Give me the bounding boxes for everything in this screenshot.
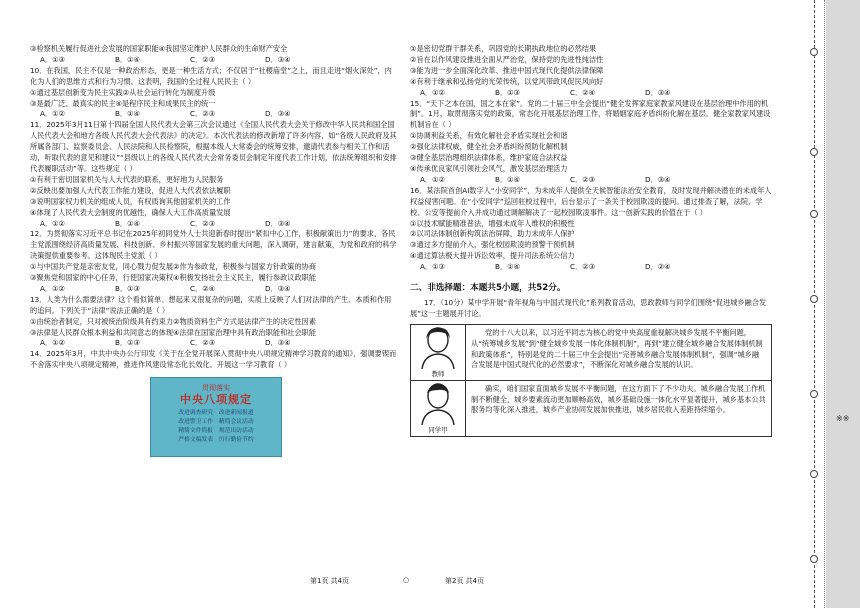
q9-options xyxy=(30,55,398,66)
student-avatar-icon xyxy=(418,381,458,425)
q10-options xyxy=(30,109,398,120)
teacher-avatar-icon xyxy=(418,325,458,369)
binding-strip xyxy=(800,0,825,608)
dialog-table xyxy=(410,324,772,437)
poster-rows xyxy=(178,409,253,445)
option-b[interactable]: B．①④ xyxy=(495,174,521,184)
option-c[interactable]: C．②③ xyxy=(570,262,596,272)
q14-item: ③能为进一步全面深化改革、推进中国式现代化提供法律保障 xyxy=(410,65,604,75)
q11-item: ②反映出要加强人大代表工作能力建设，促进人大代表依法履职 xyxy=(30,185,231,195)
option-d[interactable]: D．③④ xyxy=(265,338,291,348)
margin-mark: ※ xyxy=(836,414,843,423)
dialog-text: 党的十八大以来，以习近平同志为核心的党中央高度重视解决城乡发展不平衡问题，从“统筹城乡发展”到“健全城乡发展一体化体制机制”，再到“建立健全城乡融合发展体制机制和政策体系”，特别是党的二十届三中全会提出“完善城乡融合发展体制机制”，强调“城乡融合发展是中国式现代化的必然要求”，不断深化对城乡融合发展的认识。 xyxy=(471,327,763,370)
binding-hole xyxy=(810,148,818,156)
eight-rules-poster xyxy=(150,377,282,457)
q10-item: ③是最广泛、最真实的民主④是程序民主和成果民主的统一 xyxy=(30,98,216,108)
option-a[interactable]: A．①② xyxy=(40,283,65,293)
q14-item: ④有利于继承和弘扬党的光荣传统，以党风带政风促民风向好 xyxy=(410,76,604,86)
q13-stem: 13．人类为什么需要法律？这个看似简单、想起来又很复杂的问题，实质上反映了人们对法律的产生、本质和作用的追问。下列关于“法律”说法正确的是（ ） xyxy=(30,294,392,315)
option-d[interactable]: D．③④ xyxy=(265,283,291,293)
q12-item: ①与中国共产党是亲密友党，同心戮力促发展②作为参政党，积极参与国家方针政策的协商 xyxy=(30,262,317,272)
option-d[interactable]: D．③④ xyxy=(645,174,671,184)
q15-options xyxy=(410,175,772,186)
margin-marks xyxy=(836,414,849,423)
q11-item: ①有利于密切国家机关与人大代表的联系，更好地为人民服务 xyxy=(30,174,224,184)
poster-top: 贯彻落实 xyxy=(202,384,230,393)
q15-item: ①协调利益关系，有效化解社会矛盾实现社会和谐 xyxy=(410,131,568,141)
speaker-label: 同学甲 xyxy=(428,425,448,434)
q16-stem: 16．某法院首创AI数字人“小安同学”，为未成年人提供全天候智能法治安全教育，及时发现并解决潜在的未成年人权益侵害问题。在“小安同学”巡回驻校过程中，后台显示了一条关于校园欺凌的提问。通过排查了解，法院、学校、公安等提前介入并成功通过调解解决了一起校园欺凌事件。这一创新实践的价值在于（ ） xyxy=(410,185,772,217)
q12-stem: 12．为贯彻落实习近平总书记在2025年初同党外人士共迎新春时提出“紧扣中心工作，积极献策出力”的要求，各民主党派围绕经济高质量发展、科技创新、乡村振兴等国家发展的重大问题，深入调研，建言献策，为党和政府的科学决策提供重要参考。这体现民主党派（ ） xyxy=(30,229,397,261)
option-b[interactable]: B．①④ xyxy=(495,262,521,272)
option-c[interactable]: C．②③ xyxy=(190,218,216,228)
q14-item: ①是密切党群干群关系，巩固党的长期执政地位的必然结果 xyxy=(410,44,597,53)
q14-options xyxy=(410,88,772,99)
q9-option-line: ③检察机关履行促进社会发展的国家职能④我国坚定维护人民群众的生命财产安全 xyxy=(30,44,288,53)
avatar xyxy=(411,325,466,380)
left-column xyxy=(30,44,398,457)
q16-item: ②以司法体制创新构筑法治屏障，助力未成年人保护 xyxy=(410,229,575,239)
q11-item: ④体现了人民代表大会制度的优越性，确保人大工作高质量发展 xyxy=(30,207,231,217)
option-d[interactable]: D．③④ xyxy=(265,218,291,228)
page-footer-left: 第1页 共4页 xyxy=(310,577,350,585)
dialog-row xyxy=(411,381,771,436)
poster-row: 改进警卫工作 精简会议活动 xyxy=(178,419,254,425)
option-c[interactable]: C．②③ xyxy=(190,109,216,119)
binding-hole xyxy=(810,295,818,303)
option-a[interactable]: A．①② xyxy=(420,87,445,97)
q16-options xyxy=(410,262,772,273)
binding-hole xyxy=(810,470,818,478)
option-a[interactable]: A．①② xyxy=(40,109,65,119)
binding-margin xyxy=(800,0,860,608)
q15-stem: 15．“天下之本在国，国之本在家”。党的二十届三中全会提出“健全发挥家庭家教家风建设在基层治理中作用的机制”。1月，取贯彻落实党的政策，常态化开展基层治理工作，将婚姻家庭矛盾纠纷化解在基层。健全家教家风建设机制旨在（ ） xyxy=(410,98,771,130)
option-c[interactable]: C．②④ xyxy=(190,283,216,293)
option-a[interactable]: A．①③ xyxy=(40,54,65,64)
q16-item: ①以技术赋能精准普法，增强未成年人维权的积极性 xyxy=(410,218,575,228)
option-c[interactable]: C．②③ xyxy=(190,338,216,348)
q16-item: ③通过多方提前介入，强化校园欺凌的预警干预机制 xyxy=(410,240,575,250)
option-c[interactable]: C．②③ xyxy=(190,54,216,64)
option-a[interactable]: A．①② xyxy=(40,338,65,348)
page-footer-right: 第2页 共4页 xyxy=(445,577,485,585)
q11-stem: 11．2025年3月11日第十四届全国人民代表大会第三次会议通过《全国人民代表大会关于修改中华人民共和国全国人民代表大会和地方各级人民代表大会代表法》的决定》。本次代表法的修改新增了许多内容，如“各级人民政府及其所属各部门、监察委员会、人民法院和人民检察院，根据本级人大常委会的统筹安排，邀请代表参与相关工作和活动，听取代表的意见和建议”“县级以上的各级人民代表大会常务委员会制定年度代表工作计划，依法统筹组织和安排代表履职活动”等。这些规定（ ） xyxy=(30,120,397,173)
q15-item: ③健全基层治理组织法律体系，维护家庭合法权益 xyxy=(410,153,568,163)
q10-stem: 10．在我国，民主不仅是一种政治形态，更是一种生活方式；不仅居于“社稷庙堂”之上，而且走进“烟火深处”，内化为人们的思维方式和行为习惯。这表明，我国的全过程人民民主（ ） xyxy=(30,65,392,86)
option-c[interactable]: C．②③ xyxy=(570,174,596,184)
dialog-row xyxy=(411,325,771,381)
option-d[interactable]: D．③④ xyxy=(265,54,291,64)
option-c[interactable]: C．②④ xyxy=(570,87,596,97)
option-b[interactable]: B．①④ xyxy=(115,109,141,119)
q13-item: ①由统治者制定，只对被统治阶级具有约束力②物质资料生产方式是法律产生的决定性因素 xyxy=(30,316,317,326)
q16-item: ④通过算法极大提升诉讼效率，提升司法系统公信力 xyxy=(410,251,575,261)
binding-hole xyxy=(810,210,818,218)
option-b[interactable]: B．①④ xyxy=(115,54,141,64)
option-a[interactable]: A．①③ xyxy=(420,262,445,272)
q12-options xyxy=(30,284,398,295)
option-b[interactable]: B．①③ xyxy=(115,338,141,348)
option-b[interactable]: B．①③ xyxy=(115,283,141,293)
right-column xyxy=(410,44,772,437)
option-b[interactable]: B．①④ xyxy=(115,218,141,228)
speaker-label: 教师 xyxy=(431,369,445,378)
poster-title: 中央八项规定 xyxy=(180,393,252,407)
dialog-text: 确实，咱们国家直面城乡发展不平衡问题，在这方面下了不少功夫。城乡融合发展工作机制不断健全，城乡要素流动更加顺畅高效，城乡基础设施一体化水平显著提升，城乡基本公共服务均等化深入推进，城乡产业协同发展加快推进，城乡居民收入差距持续缩小。 xyxy=(471,383,766,415)
option-a[interactable]: A．①② xyxy=(420,174,445,184)
cut-line xyxy=(814,0,815,608)
q11-options xyxy=(30,219,398,230)
q13-item: ③法律是人民群众根本利益和共同意志的体现④法律在国家治理中具有政治职能和社会职能 xyxy=(30,327,317,337)
q15-item: ④传承优良家风引领社会风气，激发基层治理活力 xyxy=(410,163,568,173)
avatar xyxy=(411,381,466,436)
gray-margin-strip xyxy=(826,0,860,608)
binding-hole xyxy=(810,555,818,563)
poster-row: 改进调查研究 改进新闻报道 xyxy=(178,410,254,416)
q11-item: ③说明国家权力机关的组成人员，有权质询其他国家机关的工作 xyxy=(30,196,231,206)
option-a[interactable]: A．①② xyxy=(40,218,65,228)
poster-row: 精简文件简报 规范出访活动 xyxy=(178,428,254,434)
option-d[interactable]: D．③④ xyxy=(265,109,291,119)
binding-hole xyxy=(810,390,818,398)
binding-hole xyxy=(810,48,818,56)
option-d[interactable]: D．②④ xyxy=(645,262,671,272)
poster-row: 严格文稿发表 厉行勤俭节约 xyxy=(178,437,254,443)
section-title: 二、非选择题：本题共5小题，共52分。 xyxy=(410,283,566,294)
q17-stem: 17．（10分）某中学开展“青年视角与中国式现代化”系列教育活动，思政教师与同学们围绕“促进城乡融合发展”这一主题展开讨论。 xyxy=(410,297,767,318)
option-b[interactable]: B．①③ xyxy=(495,87,521,97)
q12-item: ③聚焦党和国家的中心任务，行使国家决策权④积极发扬社会主义民主，履行参政议政职能 xyxy=(30,273,317,283)
option-d[interactable]: D．③④ xyxy=(645,87,671,97)
q15-item: ②强化法律权威，健全社会矛盾纠纷预防化解机制 xyxy=(410,142,568,152)
page-footer-mid: ○ xyxy=(403,576,410,584)
margin-mark: ※ xyxy=(842,414,850,423)
q14-stem: 14．2025年3月，中共中央办公厅印发《关于在全党开展深入贯彻中央八项规定精神学习教育的通知》，强调要锲而不舍落实中央八项规定精神，推进作风建设常态化长效化。开展这一学习教育（ ） xyxy=(30,349,397,370)
q10-item: ①通过基层创新变为民主实践②从社会运行转化为制度升级 xyxy=(30,87,216,97)
q13-options xyxy=(30,338,398,349)
q14-item: ②旨在以作风建设推进全面从严治党，保持党的先进性纯洁性 xyxy=(410,54,604,64)
